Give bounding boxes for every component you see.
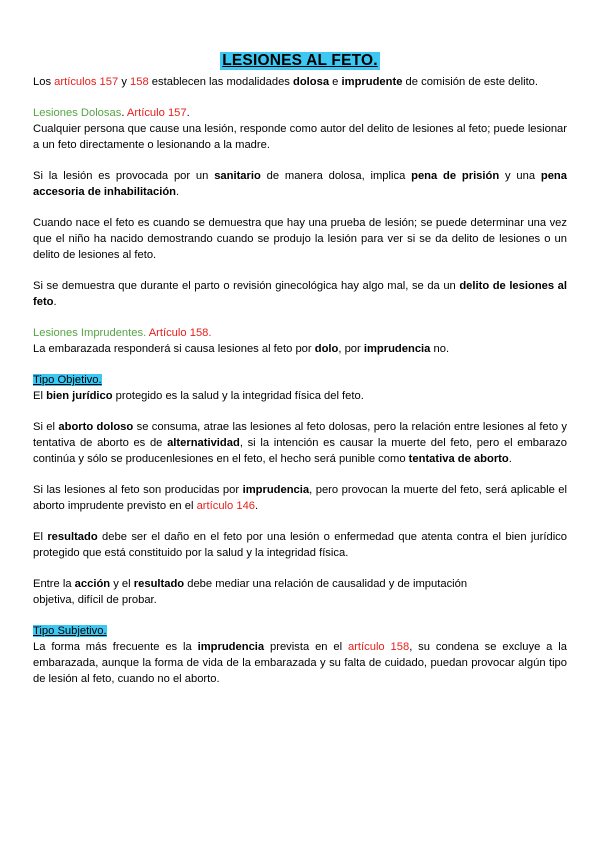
spacer	[33, 404, 567, 419]
subjetivo-paragraph-1	[33, 639, 567, 687]
objetivo-p2-alternatividad: alternatividad	[167, 437, 240, 449]
spacer	[33, 200, 567, 215]
objetivo-p2-text-2: se consuma, atrae las lesiones al feto dolosas, pero la relación entre lesiones al feto y tentativa de aborto es de	[33, 421, 568, 449]
intro-text-4: e	[329, 76, 342, 88]
objetivo-p2-text-1: Si el	[33, 421, 59, 433]
subjetivo-p1-imprudencia: imprudencia	[197, 641, 265, 653]
subjetivo-p1-text-1: La forma más frecuente es la	[33, 641, 198, 653]
objetivo-heading-label: Tipo Objetivo.	[33, 374, 102, 386]
spacer	[33, 561, 567, 576]
dolosas-p4-text-1: Si se demuestra que durante el parto o revisión ginecológica hay algo mal, se da un	[33, 280, 460, 292]
objetivo-heading	[33, 372, 567, 388]
objetivo-p5-line-2: objetiva, difícil de probar.	[33, 594, 157, 606]
dolosas-p4-delito: delito de lesiones al feto	[33, 280, 567, 308]
dolosas-p2-sanitario: sanitario	[214, 170, 261, 182]
spacer	[33, 514, 567, 529]
imprudentes-heading-label: Lesiones Imprudentes.	[33, 327, 147, 339]
dolosas-article-dot: .	[186, 107, 190, 119]
objetivo-p2-text-3: , si la intención es causar la muerte del feto, pero el embarazo continúa y sólo se producenlesiones en el feto, el hecho será punible como	[33, 437, 567, 465]
dolosas-heading	[33, 105, 567, 121]
dolosas-paragraph-3: Cuando nace el feto es cuando se demuestra que hay una prueba de lesión; se puede determinar una vez que el niño ha nacido demostrando cuando se produjo la lesión para ver si se da delito de lesiones o un delito de lesiones al feto.	[33, 217, 567, 261]
dolosas-paragraph-2	[33, 168, 567, 200]
intro-article-157: artículos 157	[54, 76, 119, 88]
dolosas-article: Artículo 157	[126, 107, 187, 119]
spacer	[33, 310, 567, 325]
imprudentes-p1-text-1: La embarazada responderá si causa lesiones al feto por	[33, 343, 315, 355]
objetivo-paragraph-3	[33, 482, 567, 514]
imprudentes-p1-text-2: , por	[338, 343, 364, 355]
spacer	[33, 263, 567, 278]
subjetivo-p1-text-2: prevista en el	[264, 641, 348, 653]
imprudentes-p1-dolo: dolo	[314, 343, 339, 355]
intro-article-158: 158	[130, 76, 149, 88]
imprudentes-paragraph-1	[33, 341, 567, 357]
intro-dolosa: dolosa	[293, 76, 330, 88]
intro-text-5: de comisión de este delito.	[402, 76, 539, 88]
objetivo-paragraph-5	[33, 576, 567, 608]
dolosas-p2-text-3: y una	[499, 170, 541, 182]
dolosas-p4-text-2: .	[53, 296, 57, 308]
dolosas-p2-text-1: Si la lesión es provocada por un	[33, 170, 215, 182]
objetivo-p4-text-1: El	[33, 531, 48, 543]
dolosas-p2-text-4: .	[176, 186, 180, 198]
imprudentes-heading	[33, 325, 567, 341]
objetivo-paragraph-1	[33, 388, 567, 404]
objetivo-p5-text-2: y el	[110, 578, 134, 590]
subjetivo-heading-label: Tipo Subjetivo.	[33, 625, 107, 637]
objetivo-p3-article-146: artículo 146	[196, 500, 256, 512]
dolosas-paragraph-1: Cualquier persona que cause una lesión, responde como autor del delito de lesiones al feto; puede lesionar a un feto directamente o lesionando a la madre.	[33, 123, 567, 151]
dolosas-heading-dot: .	[121, 107, 127, 119]
dolosas-p2-text-2: de manera dolosa, implica	[260, 170, 412, 182]
subjetivo-p1-text-3: , su condena se excluye a la embarazada, aunque la forma de vida de la embarazada y su falta de cuidado, puedan provocar algún tipo de lesión al feto, cuando no el aborto.	[33, 641, 567, 685]
dolosas-p2-pena-prision: pena de prisión	[411, 170, 500, 182]
objetivo-p5-resultado: resultado	[133, 578, 185, 590]
intro-text-2: y	[118, 76, 131, 88]
objetivo-p3-imprudencia: imprudencia	[242, 484, 310, 496]
dolosas-p2-pena-accesoria: pena accesoria de inhabilitación	[33, 170, 567, 198]
objetivo-paragraph-4	[33, 529, 567, 561]
objetivo-p4-text-2: debe ser el daño en el feto por una lesión o enfermedad que atenta contra el bien jurídico protegido que está constituido por la salud y la integridad física.	[33, 531, 567, 559]
objetivo-p3-text-1: Si las lesiones al feto son producidas por	[33, 484, 243, 496]
subjetivo-heading	[33, 623, 567, 639]
spacer	[33, 467, 567, 482]
imprudentes-p1-imprudencia: imprudencia	[363, 343, 431, 355]
objetivo-p2-tentativa: tentativa de aborto	[408, 453, 509, 465]
spacer	[33, 608, 567, 623]
objetivo-p3-text-3: .	[255, 500, 259, 512]
objetivo-p4-resultado: resultado	[47, 531, 98, 543]
objetivo-paragraph-2	[33, 419, 567, 467]
intro-text-1: Los	[33, 76, 55, 88]
spacer	[33, 90, 567, 105]
document-title: LESIONES AL FETO.	[222, 52, 378, 69]
intro-paragraph	[33, 74, 567, 90]
subjetivo-p1-article-158: artículo 158	[347, 641, 410, 653]
objetivo-p3-text-2: , pero provocan la muerte del feto, será aplicable el aborto imprudente previsto en el	[33, 484, 567, 512]
objetivo-p5-text-3: debe mediar una relación de causalidad y de imputación	[184, 578, 468, 590]
spacer	[33, 357, 567, 372]
dolosas-paragraph-4	[33, 278, 567, 310]
intro-text-3: establecen las modalidades	[148, 76, 293, 88]
objetivo-p1-text-2: protegido es la salud y la integridad física del feto.	[112, 390, 364, 402]
objetivo-p1-bien-juridico: bien jurídico	[46, 390, 113, 402]
objetivo-p2-aborto-doloso: aborto doloso	[58, 421, 134, 433]
dolosas-heading-label: Lesiones Dolosas	[33, 107, 122, 119]
imprudentes-article: Artículo 158.	[148, 327, 212, 339]
objetivo-p1-text-1: El	[33, 390, 47, 402]
objetivo-p2-text-4: .	[508, 453, 512, 465]
objetivo-p5-text-1: Entre la	[33, 578, 75, 590]
intro-imprudente: imprudente	[341, 76, 403, 88]
title-wrap	[33, 52, 567, 70]
objetivo-p5-accion: acción	[74, 578, 111, 590]
spacer	[33, 153, 567, 168]
imprudentes-p1-text-3: no.	[430, 343, 450, 355]
